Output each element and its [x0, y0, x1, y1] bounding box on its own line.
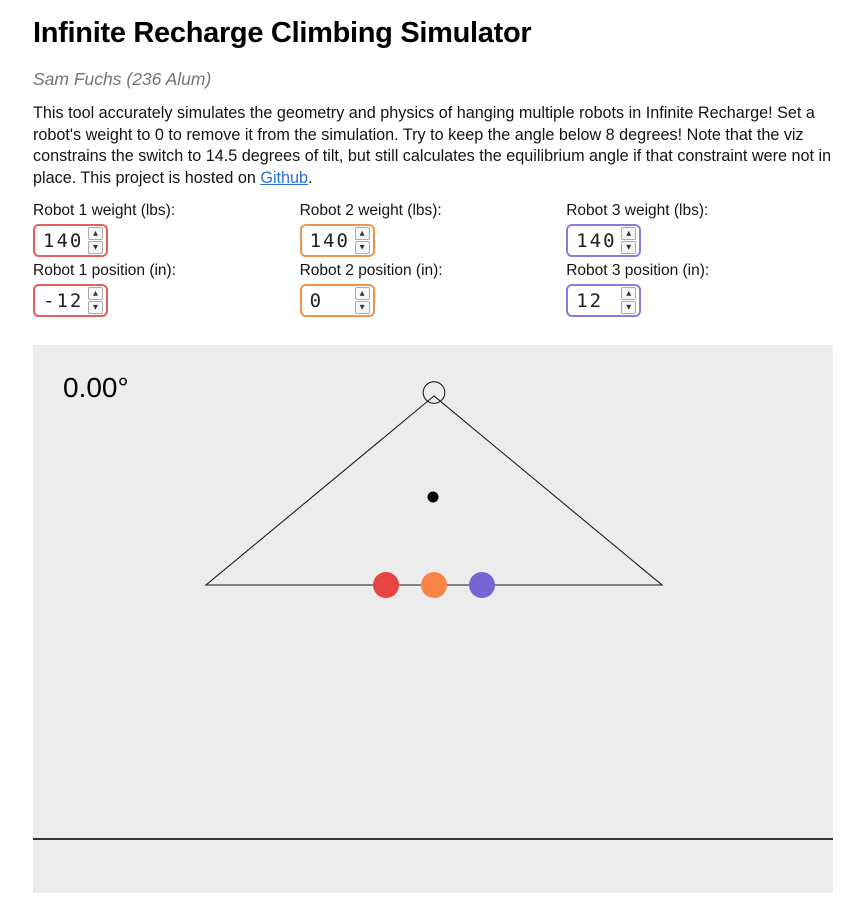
robot-3-weight-input-box	[566, 224, 641, 257]
robot-2-position-decrement-button[interactable]	[355, 301, 370, 314]
robot-2-dot	[421, 572, 447, 598]
spin-down-icon: ▼	[626, 243, 632, 252]
robot-1-weight-input[interactable]	[35, 230, 81, 252]
spin-up-icon: ▲	[93, 289, 98, 298]
robot-1-position-label: Robot 1 position (in):	[33, 262, 177, 279]
spin-up-icon: ▲	[93, 229, 98, 238]
robot-1-position-decrement-button[interactable]	[88, 301, 103, 314]
spin-down-icon: ▼	[359, 303, 365, 312]
spin-down-icon: ▼	[93, 243, 98, 252]
github-link[interactable]: Github	[260, 168, 309, 187]
robot-1-weight-increment-button[interactable]	[88, 227, 103, 240]
robot-3-dot	[469, 572, 495, 598]
robot-1-dot	[373, 572, 399, 598]
robot-controls	[33, 202, 833, 322]
page	[0, 17, 866, 893]
robot-1-position-input[interactable]	[35, 290, 81, 312]
simulation-svg	[33, 345, 833, 893]
spin-down-icon: ▼	[626, 303, 632, 312]
spin-down-icon: ▼	[93, 303, 98, 312]
center-of-gravity-dot	[428, 492, 439, 503]
page-title: Infinite Recharge Climbing Simulator	[33, 17, 532, 49]
robot-3-position-label: Robot 3 position (in):	[566, 262, 710, 279]
robot-2-weight-spinner	[355, 227, 370, 254]
spin-up-icon: ▲	[626, 229, 632, 238]
robot-1-weight-spinner	[88, 227, 103, 254]
robot-3-position-increment-button[interactable]	[621, 287, 636, 300]
robot-2-position-input-box	[300, 284, 375, 317]
description	[33, 103, 833, 189]
spin-down-icon: ▼	[359, 243, 365, 252]
robot-2-position-increment-button[interactable]	[355, 287, 370, 300]
robot-1-weight-label: Robot 1 weight (lbs):	[33, 202, 176, 219]
robot-2-weight-input[interactable]	[302, 230, 348, 252]
robot-2-position-input[interactable]	[302, 290, 348, 312]
robot-2-position-spinner	[355, 287, 370, 314]
robot-3-position-decrement-button[interactable]	[621, 301, 636, 314]
robot-3-position-input[interactable]	[568, 290, 614, 312]
robot-3-position-spinner	[621, 287, 636, 314]
description-suffix: .	[308, 168, 313, 187]
robot-1-position-input-box	[33, 284, 108, 317]
angle-readout: 0.00°	[63, 372, 129, 403]
robot-1-weight-decrement-button[interactable]	[88, 241, 103, 254]
simulation-canvas	[33, 345, 833, 893]
robot-2-weight-label: Robot 2 weight (lbs):	[299, 202, 442, 219]
description-text: This tool accurately simulates the geometry and physics of hanging multiple robots in Infinite Recharge! Set a robot's weight to 0 to remove it from the simulation. Try to keep the angle below 8 degrees! Note that the viz constrains the switch to 14.5 degrees of tilt, but still calculates the equilibrium angle if that constraint were not in place. This project is hosted on	[33, 104, 832, 187]
robot-2-column	[300, 202, 567, 322]
canvas-background	[33, 345, 833, 893]
robot-3-weight-label: Robot 3 weight (lbs):	[566, 202, 709, 219]
robot-1-position-increment-button[interactable]	[88, 287, 103, 300]
robot-3-column	[566, 202, 833, 322]
robot-1-weight-input-box	[33, 224, 108, 257]
author-subtitle: Sam Fuchs (236 Alum)	[33, 69, 212, 89]
spin-up-icon: ▲	[626, 289, 632, 298]
robot-3-weight-increment-button[interactable]	[621, 227, 636, 240]
robot-3-weight-spinner	[621, 227, 636, 254]
robot-1-position-spinner	[88, 287, 103, 314]
robot-2-weight-input-box	[300, 224, 375, 257]
spin-up-icon: ▲	[359, 289, 365, 298]
robot-3-position-input-box	[566, 284, 641, 317]
robot-2-weight-increment-button[interactable]	[355, 227, 370, 240]
spin-up-icon: ▲	[359, 229, 365, 238]
robot-3-weight-input[interactable]	[568, 230, 614, 252]
robot-2-weight-decrement-button[interactable]	[355, 241, 370, 254]
robot-1-column	[33, 202, 300, 322]
robot-3-weight-decrement-button[interactable]	[621, 241, 636, 254]
robot-2-position-label: Robot 2 position (in):	[299, 262, 443, 279]
